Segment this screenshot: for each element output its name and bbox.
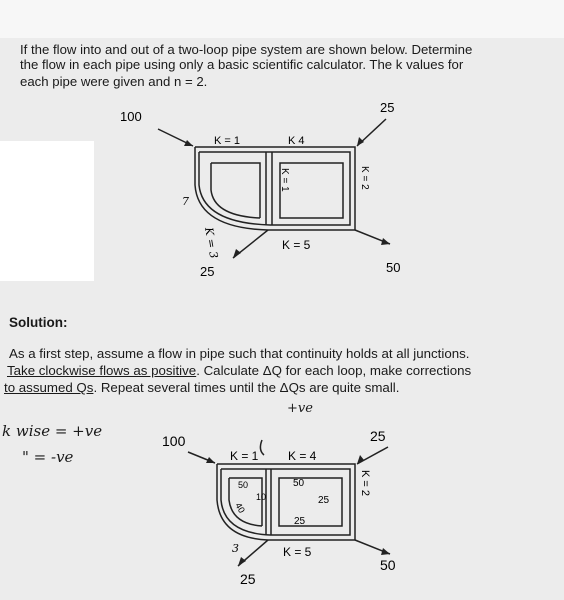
arrowhead-in-right — [357, 137, 364, 146]
d1-k-top-left: K = 1 — [214, 135, 240, 147]
d2-q-top-left: 50 — [238, 480, 249, 490]
assumed-qs-text: to assumed Qs — [4, 380, 94, 395]
left-loop-inner — [211, 163, 260, 218]
d2-q-curve: 40 — [233, 501, 247, 515]
solution-heading: Solution: — [9, 315, 68, 330]
solution-line-2 — [7, 364, 471, 377]
d2-middle-pipe — [266, 469, 271, 535]
solution-line-3 — [4, 381, 399, 394]
clockwise-positive-text: Take clockwise flows as positive — [7, 363, 197, 378]
problem-line-3: each pipe were given and n = 2. — [20, 74, 208, 89]
solution-line-3-rest: . Repeat several times until the ΔQs are quite small. — [93, 380, 400, 395]
d2-inflow-left-label: 100 — [162, 433, 186, 449]
solution-line-1: As a first step, assume a flow in pipe such that continuity holds at all junctions. — [9, 346, 470, 361]
problem-line-1: If the flow into and out of a two-loop pipe system are shown below. Determine — [20, 42, 473, 57]
d1-inflow-left: 100 — [120, 109, 142, 124]
d2-q-top-right: 50 — [293, 478, 305, 489]
d1-outflow-left: 25 — [200, 264, 215, 279]
d2-outer-pipe — [217, 464, 355, 540]
d2-q-bottom: 25 — [294, 516, 306, 527]
d1-k-curve: K = 3 — [202, 226, 221, 260]
d2-outflow-left-label: 25 — [240, 571, 256, 587]
d2-outflow-right-label: 50 — [380, 557, 396, 573]
d2-q-right: 25 — [318, 495, 330, 506]
d2-k-top-right: K = 4 — [288, 449, 317, 463]
arrowhead-out-left — [233, 249, 241, 258]
d1-k-right: K = 2 — [359, 166, 370, 190]
middle-pipe — [266, 152, 272, 225]
cw-check-mark — [260, 440, 264, 455]
d1-k-bottom: K = 5 — [282, 238, 311, 252]
d1-k-left-mark: 7 — [182, 195, 189, 208]
d2-k-top-left: K = 1 — [230, 449, 259, 463]
note-positive-mark: +ve — [287, 401, 313, 416]
d1-inflow-right: 25 — [380, 100, 395, 115]
d1-k-middle: K = 1 — [279, 168, 290, 192]
d2-k-curve: 3 — [232, 542, 239, 555]
d2-arrowhead-out-left — [238, 557, 246, 566]
d2-inflow-right — [357, 447, 388, 464]
note-clockwise-positive: k wise = +ve — [2, 422, 103, 440]
d2-k-bottom: K = 5 — [283, 545, 312, 559]
d1-k-top-right: K 4 — [288, 135, 305, 147]
note-counterclockwise-negative: " = -ve — [22, 448, 74, 466]
d2-k-right: K = 2 — [359, 470, 371, 496]
d1-outflow-right: 50 — [386, 260, 401, 275]
d2-inflow-right-label: 25 — [370, 428, 386, 444]
arrowhead-out-right — [381, 238, 390, 245]
d2-right-loop — [279, 478, 342, 526]
d2-q-middle: 10 — [256, 492, 267, 502]
problem-line-2: the flow in each pipe using only a basic scientific calculator. The k values for — [20, 57, 464, 72]
d2-arrowhead-out-right — [381, 548, 390, 555]
solution-line-2-rest: . Calculate ΔQ for each loop, make corrections — [196, 363, 472, 378]
